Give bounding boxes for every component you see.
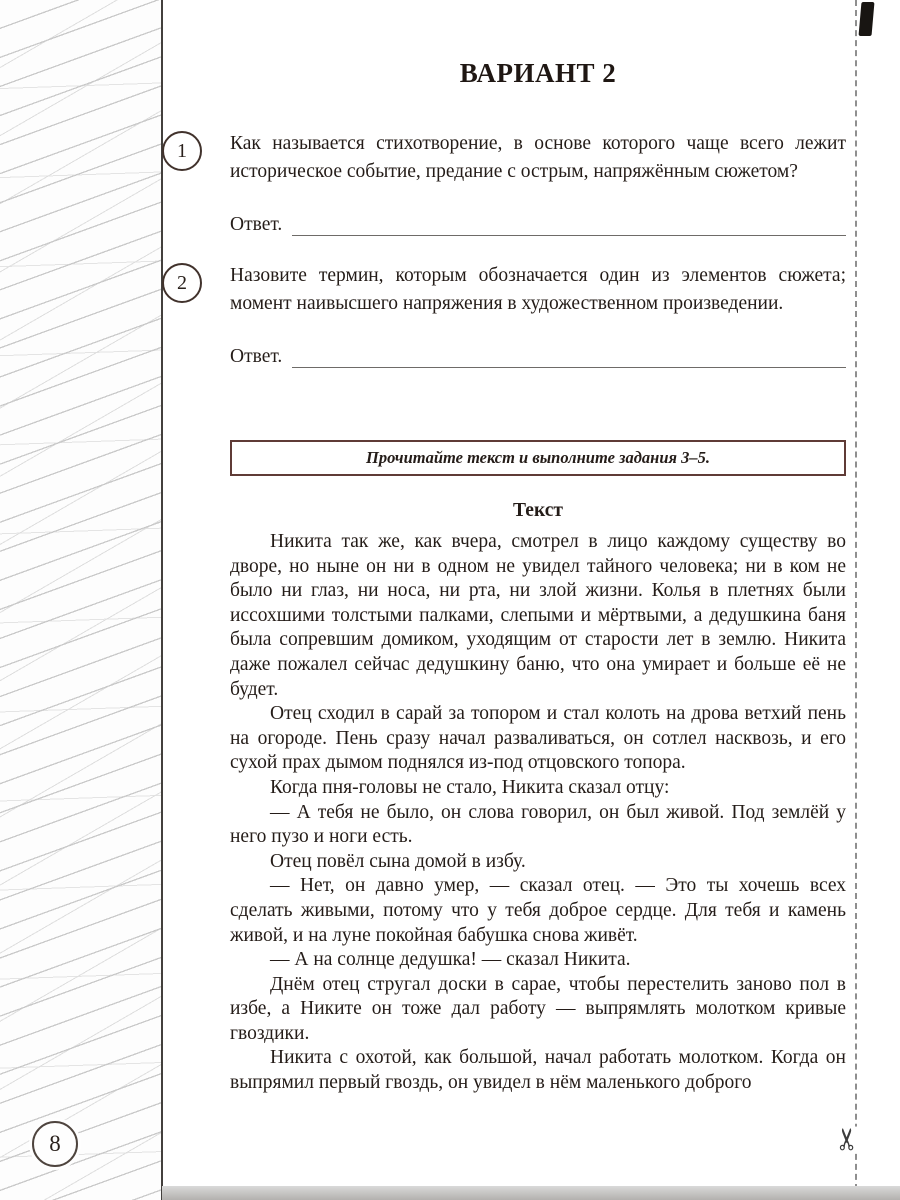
answer-blank-line [292,208,846,236]
instruction-box [230,440,846,476]
question-2-answer-row [230,340,846,368]
passage-paragraph: Отец повёл сына домой в избу. [270,850,526,872]
reading-heading: Текст [513,500,563,521]
passage-paragraph: — А на солнце дедушка! — сказал Никита. [270,949,631,971]
question-2 [177,262,846,368]
page-number: 8 [49,1131,61,1156]
variant-title: ВАРИАНТ 2 [459,58,617,88]
passage-paragraph: Отец сходил в сарай за топором и стал колоть на дрова ветхий пень на огороде. Пень сразу начал разваливаться, он сотлел насквозь, и его сухой прах дымом поднялся из-под отцовского топора. [230,703,846,774]
passage-paragraph: Никита так же, как вчера, смотрел в лицо каждому существу во дворе, но ныне он ни в одном не увидел тайного человека; ни в ком не было ни глаз, ни носа, ни рта, ни злой жизни. Колья в плетнях были иссохшими толстыми палками, слепыми и мёртвыми, а дедушкина баня была сопревшим домиком, уходящим от старости лет в землю. Никита даже пожалел сейчас дедушкину баню, что она умирает и больше её не будет. [230,531,846,700]
question-number: 1 [177,139,187,162]
question-1-number-badge [162,131,202,171]
left-vertical-rule [161,0,163,1200]
question-1-text: Как называется стихотворение, в основе которого чаще всего лежит историческое событие, предание с острым, напряжённым сюжетом? [230,133,846,182]
answer-label: Ответ. [230,346,283,368]
reading-passage [230,530,846,1096]
passage-paragraph: Днём отец стругал доски в сарае, чтобы перестелить заново пол в избе, а Никите он тоже дал работу — выпрямлять молотком кривые гвоздики. [230,973,846,1044]
question-2-number-badge [162,263,202,303]
passage-paragraph: — А тебя не было, он слова говорил, он был живой. Под землёй у него пузо и ноги есть. [230,801,846,848]
dashed-cut-line [855,0,857,1200]
answer-label: Ответ. [230,214,283,236]
question-1-answer-row [230,208,846,236]
answer-blank-line [292,340,846,368]
scan-bottom-edge [162,1186,900,1200]
question-2-text: Назовите термин, которым обозначается один из элементов сюжета; момент наивысшего напряжения в художественном произведении. [230,265,846,314]
question-1 [177,130,846,236]
page-number-badge [32,1121,78,1167]
scissors-icon: ✂ [831,1126,865,1152]
passage-paragraph: Никита с охотой, как большой, начал работать молотком. Когда он выпрямил первый гвоздь, он увидел в нём маленького доброго [230,1047,846,1094]
notebook-hatch-pattern [0,0,162,1200]
passage-paragraph: Когда пня-головы не стало, Никита сказал отцу: [270,776,670,798]
question-number: 2 [177,271,187,294]
passage-paragraph: — Нет, он давно умер, — сказал отец. — Это ты хочешь всех сделать живыми, потому что у тебя доброе сердце. Для тебя и камень живой, и на луне покойная бабушка снова живёт. [230,875,846,946]
scan-corner-mark [859,2,875,36]
instruction-text: Прочитайте текст и выполните задания 3–5. [366,448,710,467]
